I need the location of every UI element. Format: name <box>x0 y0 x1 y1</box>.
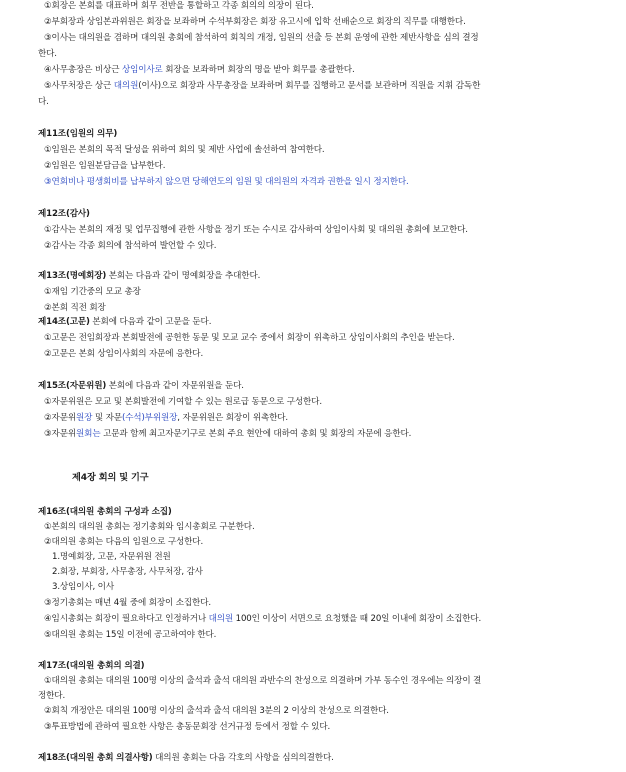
paragraph: ②회칙 개정안은 대의원 100명 이상의 출석과 출석 대의원 3분의 2 이상의 찬성으로 의결한다. <box>44 706 389 716</box>
list-item: 3.상임이사, 이사 <box>52 582 114 592</box>
chapter-heading: 제4장 회의 및 기구 <box>72 472 149 483</box>
paragraph: 다. <box>38 97 49 107</box>
paragraph: ③이사는 대의원을 겸하며 대의원 총회에 참석하여 회칙의 개정, 임원의 선출 등 본회 운영에 관한 제반사항을 심의 결정 <box>44 33 479 43</box>
text-run: ④임시총회는 회장이 필요하다고 인정하거나 <box>44 614 209 624</box>
highlighted-text: 상임이사로 <box>121 65 163 75</box>
paragraph: ②고문은 본회 상임이사회의 자문에 응한다. <box>44 349 204 359</box>
article-title: 제18조(대의원 총회 의결사항) <box>38 753 153 763</box>
paragraph: ①고문은 전임회장과 본회발전에 공헌한 동문 및 모교 교수 중에서 회장이 위촉하고 상임이사회의 추인을 받는다. <box>44 333 455 343</box>
text-run: ⑤사무처장은 상근 <box>44 81 114 91</box>
text-run: 본회에 다음과 같이 고문을 둔다. <box>89 317 212 327</box>
highlighted-text: (수석)부위원장 <box>121 413 178 423</box>
paragraph: ①본회의 대의원 총회는 정기총회와 임시총회로 구분한다. <box>44 522 255 532</box>
article-title: 제15조(자문위원) <box>38 381 107 391</box>
article-heading <box>38 752 334 764</box>
paragraph <box>44 613 481 625</box>
article-heading <box>38 316 211 328</box>
paragraph: ①대의원 총회는 대의원 100명 이상의 출석과 출석 대의원 과반수의 찬성으로 의결하며 가부 동수인 경우에는 의장이 결 <box>44 676 482 686</box>
text-run: ②자문위 <box>44 413 77 423</box>
article-heading <box>38 270 260 282</box>
text-run: 및 자문 <box>92 413 122 423</box>
paragraph: ⑤대의원 총회는 15일 이전에 공고하여야 한다. <box>44 630 217 640</box>
paragraph: ①임원은 본회의 목적 달성을 위하여 회의 및 제반 사업에 솔선하여 참여한다. <box>44 145 325 155</box>
list-item: 1.명예회장, 고문, 자문위원 전원 <box>52 552 171 562</box>
paragraph: ①재임 기간중의 모교 총장 <box>44 287 141 297</box>
highlighted-text: 원회는 <box>76 429 101 439</box>
text-run: , 자문위원은 회장이 위촉한다. <box>177 413 289 423</box>
paragraph: ②본회 직전 회장 <box>44 303 106 313</box>
paragraph: ②임원은 임원분담금을 납부한다. <box>44 161 166 171</box>
article-title: 제13조(명예회장) <box>38 271 107 281</box>
text-run: 대의원 총회는 다음 각호의 사항을 심의의결한다. <box>152 753 334 763</box>
article-heading: 제17조(대의원 총회의 의결) <box>38 661 145 671</box>
article-title: 제14조(고문) <box>38 317 90 327</box>
highlighted-paragraph: ③연회비나 평생회비를 납부하지 않으면 당해연도의 임원 및 대의원의 자격과 권한을 일시 정지한다. <box>44 177 409 187</box>
paragraph <box>44 412 288 424</box>
paragraph: ②대의원 총회는 다음의 임원으로 구성한다. <box>44 537 204 547</box>
text-run: (이사)으로 회장과 사무총장을 보좌하며 회무를 집행하고 문서를 보관하며 직원을 지휘 감독한 <box>138 81 481 91</box>
paragraph: ②부회장과 상임본과위원은 회장을 보좌하며 수석부회장은 회장 유고시에 입학 선배순으로 회장의 직무를 대행한다. <box>44 17 466 27</box>
article-heading: 제16조(대의원 총회의 구성과 소집) <box>38 507 172 517</box>
paragraph <box>44 428 411 440</box>
text-run: 고문과 함께 최고자문기구로 본회 주요 현안에 대하여 총회 및 회장의 자문에 응한다. <box>100 429 412 439</box>
list-item: 2.회장, 부회장, 사무총장, 사무처장, 감사 <box>52 567 203 577</box>
text-run: 회장을 보좌하며 회장의 명을 받아 회무를 총괄한다. <box>162 65 355 75</box>
highlighted-text: 대의원 <box>113 81 139 91</box>
paragraph: 한다. <box>38 49 57 59</box>
paragraph: ③정기총회는 매년 4월 중에 회장이 소집한다. <box>44 598 211 608</box>
text-run: 100인 이상이 서면으로 요청했을 때 20일 이내에 회장이 소집한다. <box>233 614 482 624</box>
highlighted-text: 대의원 <box>208 614 234 624</box>
article-heading <box>38 380 244 392</box>
highlighted-text: 원장 <box>76 413 93 423</box>
text-run: ③자문위 <box>44 429 77 439</box>
article-heading: 제11조(임원의 의무) <box>38 129 118 139</box>
article-heading: 제12조(감사) <box>38 209 90 219</box>
paragraph: ②감사는 각종 회의에 참석하여 발언할 수 있다. <box>44 241 217 251</box>
paragraph <box>44 80 480 92</box>
text-run: 본회에 다음과 같이 자문위원을 둔다. <box>106 381 244 391</box>
paragraph: 정한다. <box>38 691 66 701</box>
paragraph: ①자문위원은 모교 및 본회발전에 기여할 수 있는 원로급 동문으로 구성한다. <box>44 397 322 407</box>
text-run: 본회는 다음과 같이 명예회장을 추대한다. <box>106 271 261 281</box>
paragraph: ①감사는 본회의 재정 및 업무집행에 관한 사항을 정기 또는 수시로 감사하여 상임이사회 및 대의원 총회에 보고한다. <box>44 225 468 235</box>
paragraph: ③투표방법에 관하여 필요한 사항은 총동문회장 선거규정 등에서 정할 수 있다. <box>44 722 331 732</box>
paragraph <box>44 64 355 76</box>
paragraph: ①회장은 본회를 대표하며 회무 전반을 통할하고 각종 회의의 의장이 된다. <box>44 1 314 11</box>
text-run: ④사무총장은 비상근 <box>44 65 122 75</box>
